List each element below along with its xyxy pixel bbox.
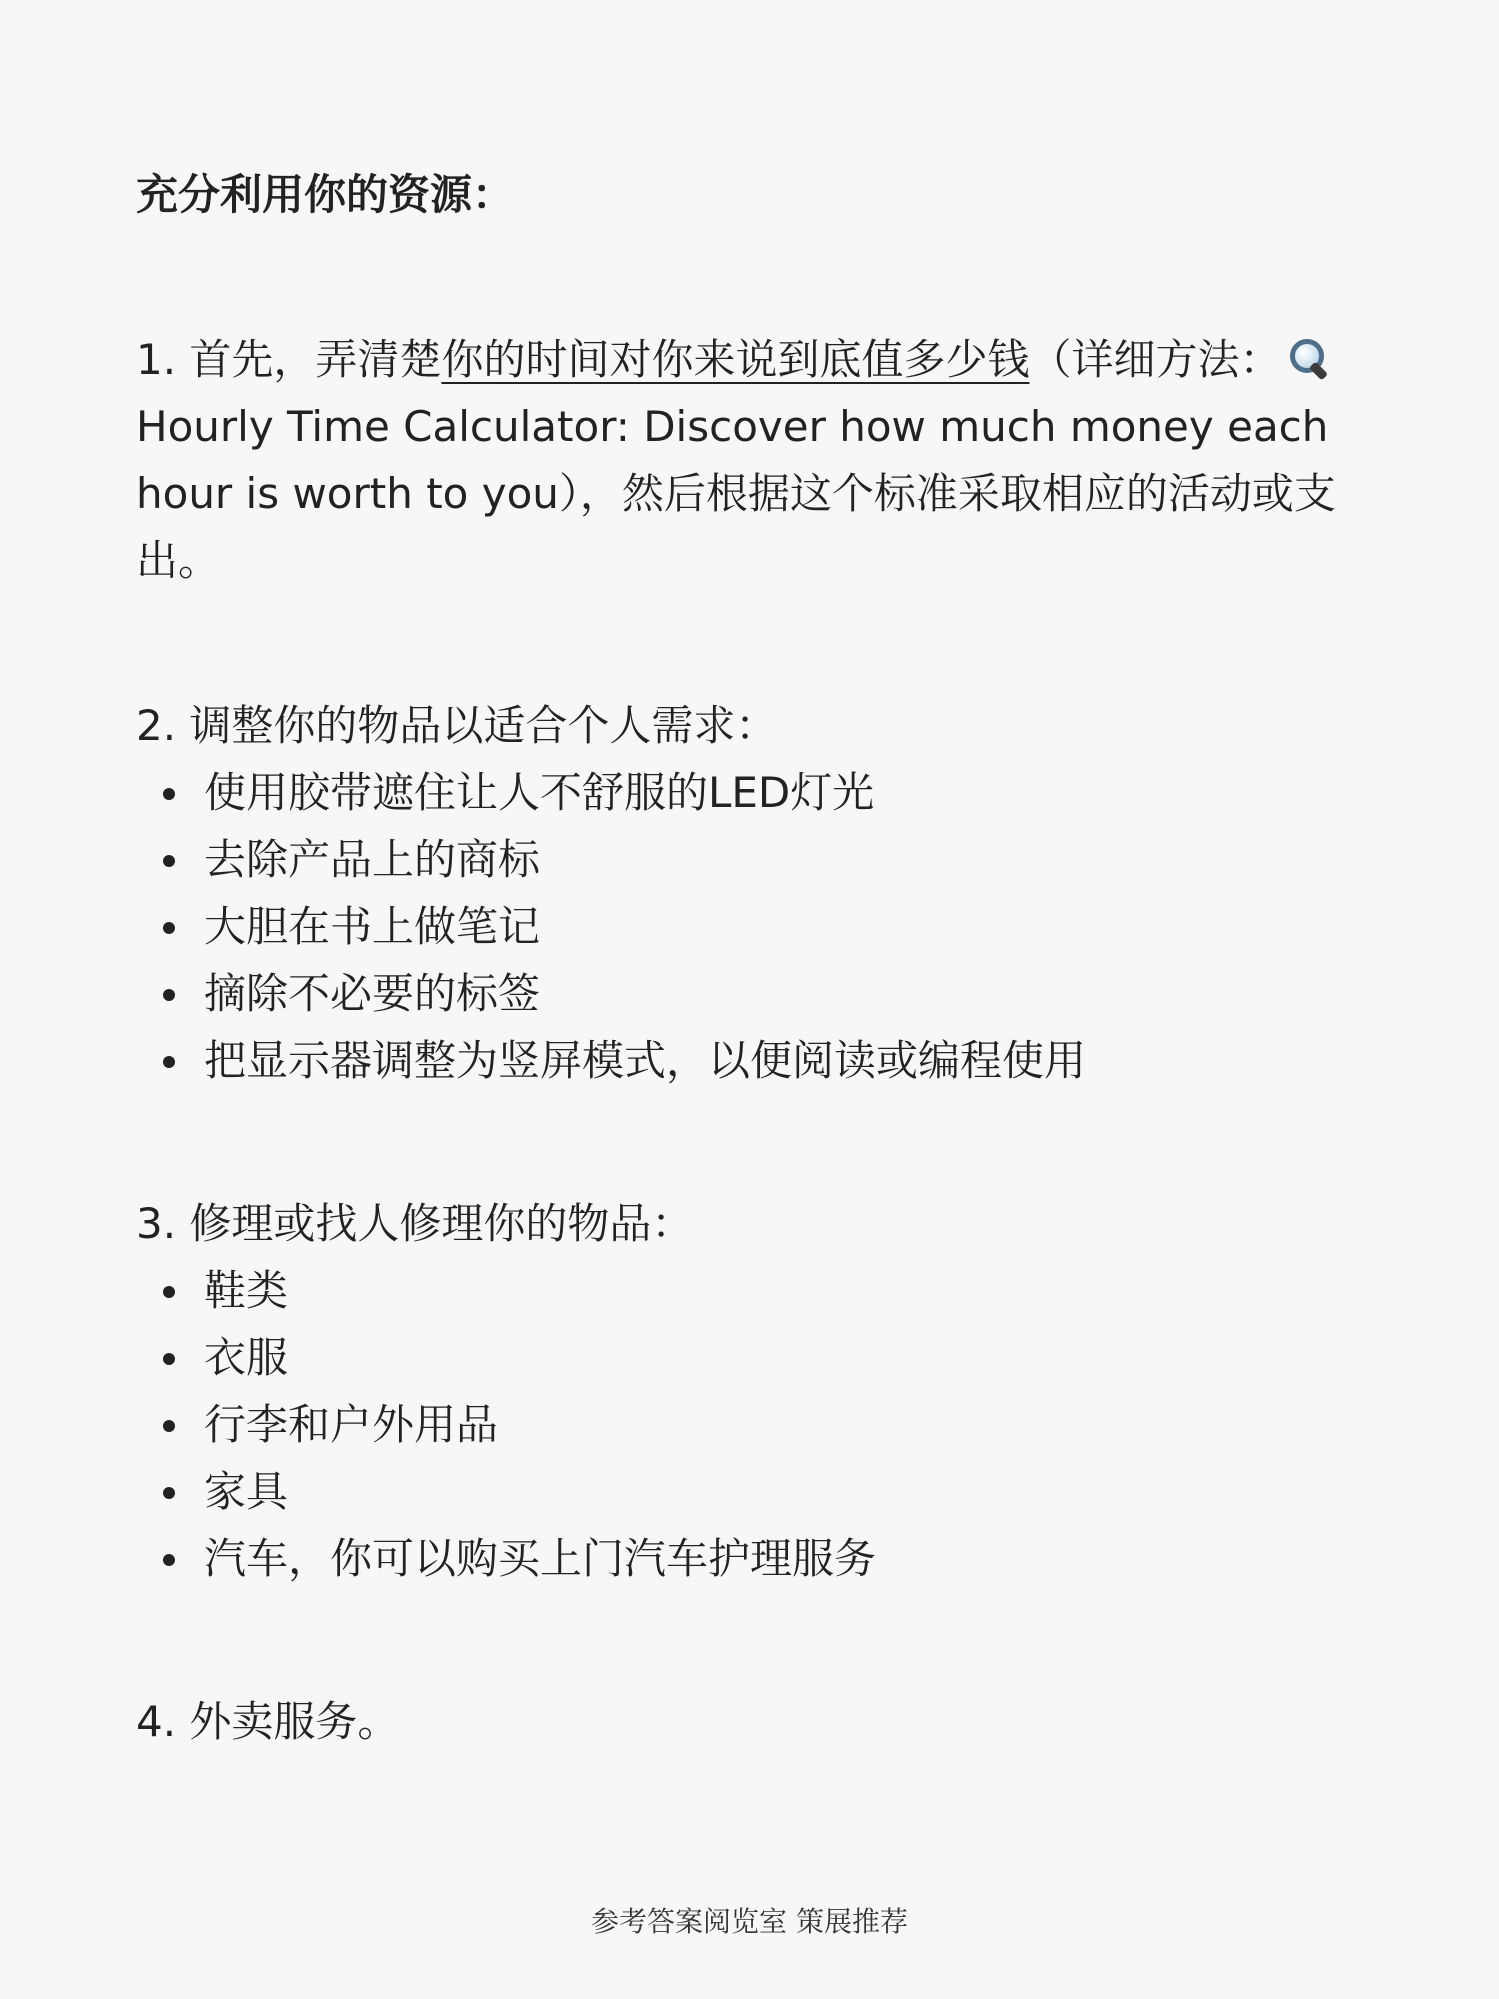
section-3-title: 3. 修理或找人修理你的物品： — [136, 1199, 694, 1248]
section-1-middle: （详细方法： — [1029, 335, 1282, 384]
list-item-text: 使用胶带遮住让人不舒服的LED灯光 — [204, 768, 875, 817]
list-item — [136, 1391, 1376, 1458]
section-1-suffix: ），然后根据这个标准采取相应的活动或支出。 — [136, 469, 1336, 585]
section-spacer — [136, 1094, 1376, 1190]
list-item-text: 家具 — [204, 1467, 289, 1516]
section-3-list — [136, 1257, 1376, 1592]
list-item — [136, 1458, 1376, 1525]
list-item-text: 大胆在书上做笔记 — [204, 902, 541, 951]
bullet-icon — [163, 1056, 175, 1068]
list-item — [136, 1027, 1376, 1094]
bullet-icon — [163, 989, 175, 1001]
list-item — [136, 826, 1376, 893]
list-item-text: 衣服 — [204, 1333, 289, 1382]
bullet-icon — [163, 1286, 175, 1298]
section-1-paragraph — [136, 326, 1376, 594]
bullet-icon — [163, 1554, 175, 1566]
list-item — [136, 960, 1376, 1027]
list-item — [136, 759, 1376, 826]
bullet-icon — [163, 1487, 175, 1499]
section-2-list — [136, 759, 1376, 1094]
section-2-title: 2. 调整你的物品以适合个人需求： — [136, 701, 778, 750]
article — [136, 160, 1376, 1755]
list-item — [136, 1525, 1376, 1592]
list-item-text: 行李和户外用品 — [204, 1400, 499, 1449]
list-item — [136, 1324, 1376, 1391]
list-item-text: 去除产品上的商标 — [204, 835, 541, 884]
bullet-icon — [163, 1420, 175, 1432]
list-item-text: 汽车，你可以购买上门汽车护理服务 — [204, 1534, 877, 1583]
list-item — [136, 1257, 1376, 1324]
section-2 — [136, 692, 1376, 1094]
magnifier-icon — [1287, 338, 1331, 378]
list-item-text: 摘除不必要的标签 — [204, 969, 541, 1018]
section-spacer — [136, 1592, 1376, 1688]
section-4-title: 4. 外卖服务。 — [136, 1697, 400, 1746]
section-4 — [136, 1688, 1376, 1755]
footer-caption: 参考答案阅览室 策展推荐 — [591, 1905, 908, 1938]
list-item-text: 鞋类 — [204, 1266, 289, 1315]
list-item — [136, 893, 1376, 960]
bullet-icon — [163, 788, 175, 800]
section-3 — [136, 1190, 1376, 1592]
section-1-english: Hourly Time Calculator: Discover how much money each hour is worth to you — [136, 402, 1329, 518]
page-title: 充分利用你的资源： — [136, 170, 515, 219]
bullet-icon — [163, 1353, 175, 1365]
bullet-icon — [163, 855, 175, 867]
section-1-prefix: 1. 首先，弄清楚 — [136, 335, 442, 384]
time-value-link[interactable]: 你的时间对你来说到底值多少钱 — [441, 335, 1030, 384]
list-item-text: 把显示器调整为竖屏模式，以便阅读或编程使用 — [204, 1036, 1087, 1085]
bullet-icon — [163, 922, 175, 934]
